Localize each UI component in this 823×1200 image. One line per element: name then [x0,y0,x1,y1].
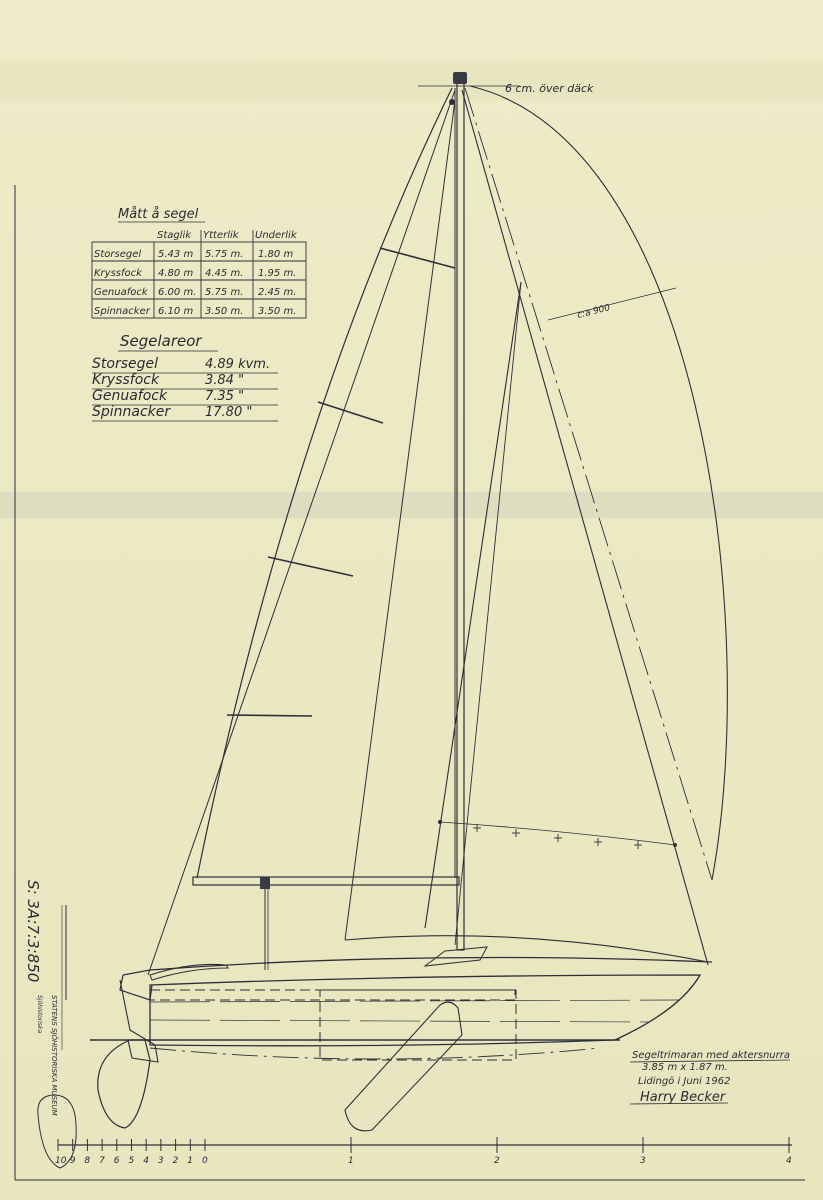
spinnaker-luff [465,88,712,880]
cell-kryssfock-staglik: 4.80 m [158,268,194,279]
jib-luff [455,282,521,945]
genua-leech [462,90,708,965]
area-value-spinnacker: 17.80 " [205,405,253,420]
scale-label-major: 4 [786,1156,792,1166]
spinnaker-leech [470,86,727,880]
scale-label: 3 [157,1156,164,1166]
cell-spinnacker-staglik: 6.10 m [158,306,194,317]
hull-profile [150,975,700,1046]
title-line-3: Lidingö i Juni 1962 [638,1076,731,1087]
scale-label: 7 [99,1156,105,1166]
genua-luff [345,100,455,940]
area-name-kryssfock: Kryssfock [92,372,160,388]
spinnaker-foot-marks [473,824,642,849]
spinnaker-width-line [548,288,676,320]
batten-1 [380,248,455,268]
scale-label: 8 [84,1156,91,1166]
cell-storsegel-staglik: 5.43 m [158,249,194,260]
stamp-museum: STATENS SJÖHISTORISKA MUSEUM [50,995,58,1116]
scale-label: 1 [187,1156,194,1166]
stamp-number-group [24,880,42,982]
mast-note: 6 cm. över däck [505,82,594,95]
areas-title: Segelareor [120,332,202,350]
col-header-ytterlik: Ytterlik [203,230,239,241]
table-title: Mått å segel [118,207,199,222]
cell-spinnacker-underlik: 3.50 m. [258,306,297,317]
scale-label-major: 3 [640,1156,646,1166]
paper-band [0,492,823,518]
col-header-staglik: Staglik [157,230,192,241]
hull-sheer [123,958,712,976]
batten-2 [318,402,383,423]
spinnaker-foot [440,822,675,845]
scale-label: 6 [113,1156,120,1166]
row-name-genuafock: Genuafock [94,287,148,298]
scale-labels [55,1156,792,1166]
cell-storsegel-underlik: 1.80 m [258,249,294,260]
museum-stamp [36,995,59,1116]
area-name-spinnacker: Spinnacker [92,404,171,420]
boom [193,877,459,885]
batten-3 [268,557,353,576]
forestay [148,90,455,975]
scale-label: 0 [202,1156,208,1166]
stamp-number: S: 3A:7:3:850 [24,880,42,983]
cabin-top [425,947,487,966]
stamp-tag: Sjöhistoriska [36,995,43,1034]
area-name-storsegel: Storsegel [92,356,158,372]
masthead [453,72,467,84]
scale-label-major: 2 [494,1156,500,1166]
cell-spinnacker-ytterlik: 3.50 m. [205,306,244,317]
cell-genuafock-staglik: 6.00 m. [158,287,197,298]
scale-label: 4 [143,1156,149,1166]
cell-genuafock-underlik: 2.45 m. [258,287,297,298]
scale-label: 9 [69,1156,76,1166]
boom-vang-block [260,877,270,889]
scale-label: 5 [128,1156,135,1166]
scale-label: 10 [55,1156,67,1166]
row-name-storsegel: Storsegel [94,249,142,260]
signature: Harry Becker [640,1090,726,1105]
area-value-kryssfock: 3.84 " [205,373,245,388]
scale-label: 2 [172,1156,179,1166]
spinnaker-note: c:a 900 [576,303,612,321]
paper-margin [0,60,823,100]
row-name-spinnacker: Spinnacker [94,306,150,317]
cell-storsegel-ytterlik: 5.75 m. [205,249,244,260]
area-value-storsegel: 4.89 kvm. [205,357,271,372]
row-name-kryssfock: Kryssfock [94,268,142,279]
title-line-2: 3.85 m x 1.87 m. [642,1062,728,1073]
mainsail-leech [197,88,452,878]
cell-genuafock-ytterlik: 5.75 m. [205,287,244,298]
cell-kryssfock-underlik: 1.95 m. [258,268,297,279]
cockpit-outline [150,990,515,1000]
rudder [98,1040,150,1128]
area-value-genuafock: 7.35 " [205,389,245,404]
hull-waterline-2 [150,1020,650,1022]
cell-kryssfock-ytterlik: 4.45 m. [205,268,244,279]
hull-keelline [150,1048,600,1059]
spinnaker-tack [438,820,442,824]
col-header-underlik: Underlik [255,230,297,241]
scale-label-major: 1 [348,1156,354,1166]
spinnaker-clew [673,843,677,847]
batten-4 [227,715,312,716]
jib-leech [425,282,521,928]
area-name-genuafock: Genuafock [92,388,168,404]
title-line-1: Segeltrimaran med aktersnurra [632,1050,790,1061]
transom [120,975,152,1000]
